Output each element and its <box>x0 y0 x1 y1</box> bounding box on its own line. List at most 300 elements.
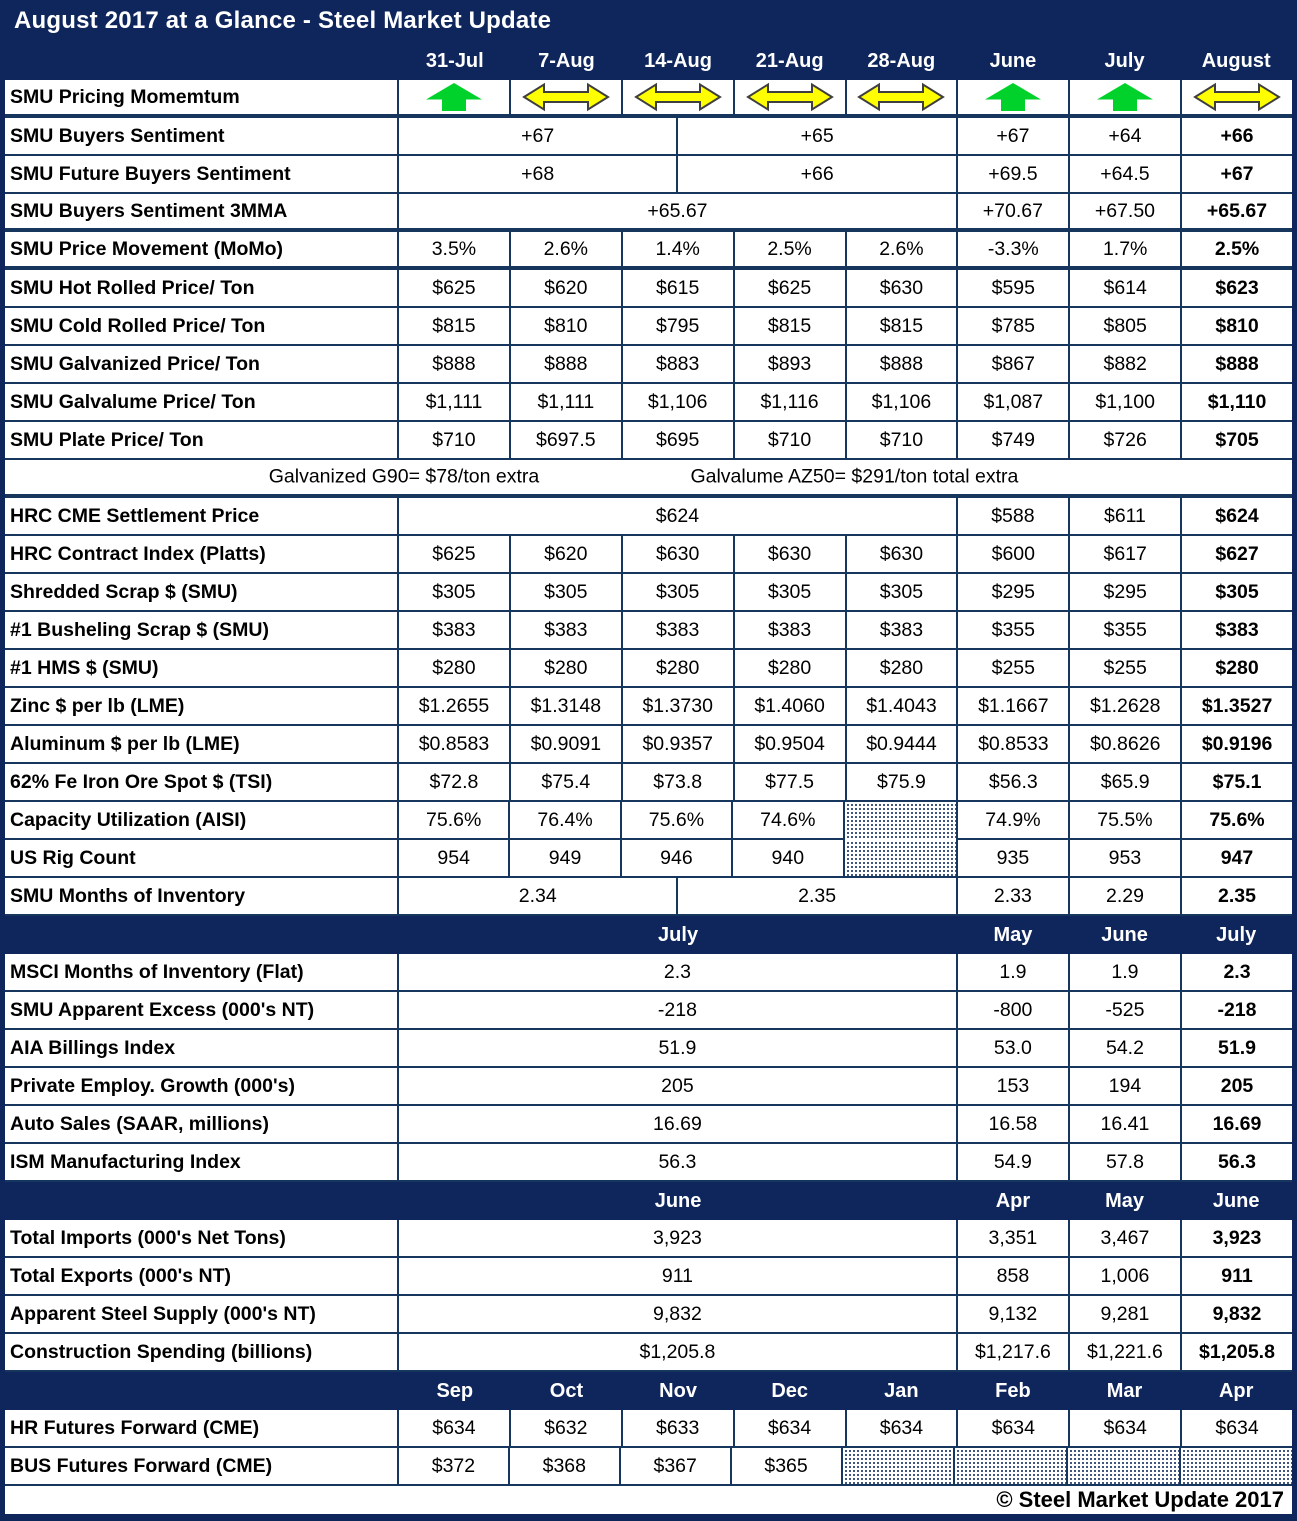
momentum-cell <box>958 80 1070 118</box>
table-cell: -218 <box>1182 992 1292 1030</box>
table-cell: 75.6% <box>622 802 733 840</box>
table-cell: $810 <box>511 308 623 346</box>
column-header: June <box>989 49 1037 72</box>
row-label: 62% Fe Iron Ore Spot $ (TSI) <box>5 764 399 802</box>
table-row-msci-inventory <box>5 954 1292 992</box>
table-cell: 75.6% <box>1182 802 1292 840</box>
column-header: 31-Jul <box>425 49 484 72</box>
table-cell: $1,111 <box>399 384 511 422</box>
table-cell: $815 <box>735 308 847 346</box>
table-cell: 2.33 <box>958 878 1070 916</box>
table-cell: $634 <box>958 1410 1070 1448</box>
na-hatch-cell <box>845 840 958 878</box>
table-cell: $805 <box>1070 308 1182 346</box>
table-cell: 16.58 <box>958 1106 1070 1144</box>
table-cell: 949 <box>510 840 621 878</box>
table-cell: +64.5 <box>1070 156 1182 194</box>
month-values <box>958 1296 1292 1334</box>
row-label: #1 HMS $ (SMU) <box>5 650 399 688</box>
header-spacer <box>5 42 399 80</box>
table-row-steel-supply <box>5 1296 1292 1334</box>
table-cell: $295 <box>1070 574 1182 612</box>
row-label: SMU Buyers Sentiment 3MMA <box>5 194 399 232</box>
momentum-cell <box>399 80 511 118</box>
table-cell: +67.50 <box>1070 194 1182 232</box>
table-cell: $56.3 <box>958 764 1070 802</box>
week-values <box>399 840 845 878</box>
row-label: Apparent Steel Supply (000's NT) <box>5 1296 399 1334</box>
table-cell: 1.9 <box>958 954 1070 992</box>
title-bar <box>5 0 1292 42</box>
copyright-footer <box>5 1486 1292 1514</box>
row-values <box>399 346 1292 384</box>
row-label: HRC CME Settlement Price <box>5 498 399 536</box>
table-cell: $623 <box>1182 270 1292 308</box>
table-cell: $1,106 <box>847 384 959 422</box>
band-spacer <box>5 916 399 954</box>
table-row-aia-billings <box>5 1030 1292 1068</box>
na-hatch-cell <box>1181 1448 1292 1486</box>
band-month-label: Apr <box>995 1189 1031 1212</box>
row-label: Construction Spending (billions) <box>5 1334 399 1372</box>
table-cell: +69.5 <box>958 156 1070 194</box>
table-cell: $75.4 <box>511 764 623 802</box>
column-header-row <box>5 42 1292 80</box>
table-cell: $1,106 <box>623 384 735 422</box>
table-row-plate <box>5 422 1292 460</box>
month-band-row-2 <box>5 1182 1292 1220</box>
momentum-cell <box>847 80 959 118</box>
table-cell: $705 <box>1182 422 1292 460</box>
table-cell: $1.3527 <box>1182 688 1292 726</box>
month-values <box>958 1106 1292 1144</box>
table-cell: $624 <box>1182 498 1292 536</box>
table-cell: 74.6% <box>733 802 844 840</box>
band-month-labels <box>957 1182 1292 1220</box>
table-cell: $634 <box>1182 1410 1292 1448</box>
column-header: 21-Aug <box>755 49 824 72</box>
table-cell: 947 <box>1182 840 1292 878</box>
table-cell: 75.5% <box>1070 802 1182 840</box>
merged-week-cell: 56.3 <box>399 1144 958 1182</box>
table-cell: $1,111 <box>511 384 623 422</box>
table-cell: 3.5% <box>399 232 511 270</box>
table-cell: 940 <box>733 840 844 878</box>
table-cell: $1.2628 <box>1070 688 1182 726</box>
momentum-cell <box>1070 80 1182 118</box>
month-values <box>958 992 1292 1030</box>
table-cell: $355 <box>1070 612 1182 650</box>
band-spacer <box>5 1372 399 1410</box>
row-label: SMU Buyers Sentiment <box>5 118 399 156</box>
table-cell: 194 <box>1070 1068 1182 1106</box>
table-cell: $280 <box>735 650 847 688</box>
table-cell: 3,351 <box>958 1220 1070 1258</box>
table-cell: $280 <box>623 650 735 688</box>
table-cell: $305 <box>623 574 735 612</box>
table-cell: $634 <box>1070 1410 1182 1448</box>
table-cell: $383 <box>399 612 511 650</box>
table-cell: $255 <box>958 650 1070 688</box>
table-cell: +65 <box>800 124 834 147</box>
merged-week-cell: 205 <box>399 1068 958 1106</box>
table-cell: $1.3148 <box>511 688 623 726</box>
table-cell: $255 <box>1070 650 1182 688</box>
table-cell: $815 <box>847 308 959 346</box>
row-values <box>399 726 1292 764</box>
table-cell: 858 <box>958 1258 1070 1296</box>
table-cell: $627 <box>1182 536 1292 574</box>
page-title: August 2017 at a Glance - Steel Market Update <box>14 7 552 34</box>
week-values <box>399 802 845 840</box>
table-cell: +64 <box>1070 118 1182 156</box>
row-label: SMU Months of Inventory <box>5 878 399 916</box>
table-cell: $305 <box>847 574 959 612</box>
table-cell: $634 <box>847 1410 959 1448</box>
sideways-arrow-icon <box>1193 82 1281 112</box>
table-cell: $815 <box>399 308 511 346</box>
row-label: SMU Cold Rolled Price/ Ton <box>5 308 399 346</box>
table-row-capacity-utilization <box>5 802 1292 840</box>
month-values <box>958 118 1292 156</box>
merged-week-cells <box>399 878 958 916</box>
row-label: #1 Busheling Scrap $ (SMU) <box>5 612 399 650</box>
table-cell: $0.9504 <box>735 726 847 764</box>
row-label: SMU Price Movement (MoMo) <box>5 232 399 270</box>
table-cell: $1,087 <box>958 384 1070 422</box>
month-values <box>958 1030 1292 1068</box>
table-cell: +67 <box>399 118 678 154</box>
table-cell: $383 <box>847 612 959 650</box>
band-spacer <box>5 1182 399 1220</box>
row-values <box>399 1448 843 1486</box>
table-row-apparent-excess <box>5 992 1292 1030</box>
table-row-busheling-scrap <box>5 612 1292 650</box>
month-values <box>958 1334 1292 1372</box>
table-row-pricing-momentum <box>5 80 1292 118</box>
table-cell: 3,923 <box>1182 1220 1292 1258</box>
table-cell: $630 <box>735 536 847 574</box>
table-cell: $630 <box>623 536 735 574</box>
month-band-row-1 <box>5 916 1292 954</box>
column-header: August <box>1201 49 1271 72</box>
table-cell: 9,281 <box>1070 1296 1182 1334</box>
band-month-label: May <box>1105 1189 1145 1212</box>
table-cell: 76.4% <box>510 802 621 840</box>
galvalume-extra-note: Galvalume AZ50= $291/ton total extra <box>690 465 1019 488</box>
table-row-galvanized <box>5 346 1292 384</box>
sideways-arrow-icon <box>522 82 610 112</box>
table-row-cold-rolled <box>5 308 1292 346</box>
table-cell: $383 <box>511 612 623 650</box>
table-cell: $65.9 <box>1070 764 1182 802</box>
month-values <box>958 1258 1292 1296</box>
month-values <box>958 1144 1292 1182</box>
merged-week-cell: $1,205.8 <box>399 1334 958 1372</box>
row-values <box>399 384 1292 422</box>
row-values <box>399 308 1292 346</box>
band-month-label: Mar <box>1106 1379 1143 1402</box>
table-cell: 56.3 <box>1182 1144 1292 1182</box>
merged-week-cell: 16.69 <box>399 1106 958 1144</box>
merged-week-cell: -218 <box>399 992 958 1030</box>
row-label: Zinc $ per lb (LME) <box>5 688 399 726</box>
table-cell: 1,006 <box>1070 1258 1182 1296</box>
column-header: 7-Aug <box>538 49 595 72</box>
month-values <box>958 498 1292 536</box>
table-row-auto-sales <box>5 1106 1292 1144</box>
table-cell: 2.35 <box>798 884 837 907</box>
table-cell: $295 <box>958 574 1070 612</box>
table-cell: 2.6% <box>847 232 959 270</box>
table-row-construction-spending <box>5 1334 1292 1372</box>
table-cell: $625 <box>399 536 511 574</box>
table-cell: $634 <box>735 1410 847 1448</box>
month-values <box>958 954 1292 992</box>
momentum-cell <box>1182 80 1292 118</box>
table-cell: $280 <box>511 650 623 688</box>
up-arrow-icon <box>424 82 484 112</box>
table-row-extras-note <box>5 460 1292 498</box>
table-cell: $620 <box>511 270 623 308</box>
momentum-cell <box>511 80 623 118</box>
table-cell: -525 <box>1070 992 1182 1030</box>
table-cell: $726 <box>1070 422 1182 460</box>
table-cell: $372 <box>399 1448 510 1486</box>
table-cell: 1.9 <box>1070 954 1182 992</box>
row-label: SMU Galvanized Price/ Ton <box>5 346 399 384</box>
band-month-labels <box>957 916 1292 954</box>
row-label: SMU Plate Price/ Ton <box>5 422 399 460</box>
table-row-total-exports <box>5 1258 1292 1296</box>
table-cell: $383 <box>1182 612 1292 650</box>
table-cell: $630 <box>847 536 959 574</box>
month-values <box>958 1220 1292 1258</box>
table-cell: 16.69 <box>1182 1106 1292 1144</box>
table-cell: 51.9 <box>1182 1030 1292 1068</box>
row-label: ISM Manufacturing Index <box>5 1144 399 1182</box>
table-row-hms <box>5 650 1292 688</box>
row-label: MSCI Months of Inventory (Flat) <box>5 954 399 992</box>
merged-week-cell: 3,923 <box>399 1220 958 1258</box>
sideways-arrow-icon <box>746 82 834 112</box>
table-cell: $588 <box>958 498 1070 536</box>
table-row-aluminum <box>5 726 1292 764</box>
table-cell: -3.3% <box>958 232 1070 270</box>
table-row-hr-futures <box>5 1410 1292 1448</box>
table-cell: $810 <box>1182 308 1292 346</box>
table-cell: 57.8 <box>1070 1144 1182 1182</box>
table-cell: 946 <box>622 840 733 878</box>
table-cell: $710 <box>735 422 847 460</box>
momentum-cell <box>623 80 735 118</box>
table-cell: 953 <box>1070 840 1182 878</box>
table-row-hot-rolled <box>5 270 1292 308</box>
table-cell: $795 <box>623 308 735 346</box>
table-cell: $368 <box>510 1448 621 1486</box>
table-cell: 205 <box>1182 1068 1292 1106</box>
merged-week-cells <box>399 118 958 156</box>
table-cell: $0.9091 <box>511 726 623 764</box>
column-headers <box>399 42 1292 80</box>
row-values <box>399 232 1292 270</box>
table-row-ism-index <box>5 1144 1292 1182</box>
row-label: Auto Sales (SAAR, millions) <box>5 1106 399 1144</box>
merged-week-cell: 911 <box>399 1258 958 1296</box>
table-cell: $1.4060 <box>735 688 847 726</box>
table-row-bus-futures <box>5 1448 1292 1486</box>
table-cell: $633 <box>623 1410 735 1448</box>
band-month-label: Feb <box>995 1379 1031 1402</box>
table-cell: $1,100 <box>1070 384 1182 422</box>
table-cell: $615 <box>623 270 735 308</box>
table-cell: $617 <box>1070 536 1182 574</box>
row-label: Aluminum $ per lb (LME) <box>5 726 399 764</box>
table-cell: 53.0 <box>958 1030 1070 1068</box>
table-cell: 1.7% <box>1070 232 1182 270</box>
month-values <box>958 878 1292 916</box>
merged-week-cells <box>399 156 958 194</box>
band-month-label: June <box>1101 923 1148 946</box>
table-cell: +67 <box>1182 156 1292 194</box>
table-cell: 54.2 <box>1070 1030 1182 1068</box>
row-label: Total Imports (000's Net Tons) <box>5 1220 399 1258</box>
row-label: SMU Hot Rolled Price/ Ton <box>5 270 399 308</box>
table-cell: $1,217.6 <box>958 1334 1070 1372</box>
month-values <box>958 802 1292 840</box>
table-cell: $1,205.8 <box>1182 1334 1292 1372</box>
table-cell: $305 <box>511 574 623 612</box>
merged-week-cell: 51.9 <box>399 1030 958 1068</box>
table-cell: 2.29 <box>1070 878 1182 916</box>
table-cell: -800 <box>958 992 1070 1030</box>
table-cell: $749 <box>958 422 1070 460</box>
table-row-sentiment-3mma <box>5 194 1292 232</box>
table-cell: 9,132 <box>958 1296 1070 1334</box>
table-cell: $383 <box>735 612 847 650</box>
table-cell: $0.8583 <box>399 726 511 764</box>
table-row-rig-count <box>5 840 1292 878</box>
table-cell: +65.67 <box>1182 194 1292 232</box>
table-row-hrc-cme <box>5 498 1292 536</box>
table-cell: +70.67 <box>958 194 1070 232</box>
band-month-label: Dec <box>771 1379 809 1402</box>
band-month-label: June <box>1212 1189 1260 1212</box>
table-cell: $73.8 <box>623 764 735 802</box>
futures-month-band-row <box>5 1372 1292 1410</box>
table-row-iron-ore <box>5 764 1292 802</box>
table-cell: +68 <box>399 156 678 192</box>
month-values <box>958 1068 1292 1106</box>
table-cell: $305 <box>399 574 511 612</box>
table-cell: $77.5 <box>735 764 847 802</box>
table-row-future-buyers-sentiment <box>5 156 1292 194</box>
table-cell: $697.5 <box>511 422 623 460</box>
table-cell: $305 <box>735 574 847 612</box>
column-header: 14-Aug <box>644 49 712 72</box>
table-cell: 2.5% <box>735 232 847 270</box>
table-cell: 2.35 <box>1182 878 1292 916</box>
table-cell: $1,110 <box>1182 384 1292 422</box>
table-cell: 16.41 <box>1070 1106 1182 1144</box>
row-values <box>399 536 1292 574</box>
table-cell: $632 <box>511 1410 623 1448</box>
table-cell: $888 <box>1182 346 1292 384</box>
month-values <box>958 840 1292 878</box>
row-values <box>399 612 1292 650</box>
table-cell: 74.9% <box>958 802 1070 840</box>
table-cell: $600 <box>958 536 1070 574</box>
column-header: July <box>1104 49 1145 72</box>
table-cell: $383 <box>623 612 735 650</box>
table-cell: $888 <box>847 346 959 384</box>
band-month-label: Jan <box>884 1379 919 1402</box>
band-month-label: Apr <box>1218 1379 1254 1402</box>
row-label: SMU Pricing Momemtum <box>5 80 399 118</box>
note-cell <box>5 460 1292 498</box>
table-cell: $634 <box>399 1410 511 1448</box>
table-cell: $280 <box>847 650 959 688</box>
table-cell: $710 <box>847 422 959 460</box>
table-cell: 1.4% <box>623 232 735 270</box>
month-values <box>958 194 1292 232</box>
row-values <box>399 574 1292 612</box>
band-month-label: Oct <box>549 1379 584 1402</box>
merged-week-cell: 9,832 <box>399 1296 958 1334</box>
table-cell: $280 <box>1182 650 1292 688</box>
row-label: AIA Billings Index <box>5 1030 399 1068</box>
row-values <box>399 764 1292 802</box>
table-cell: +66 <box>1182 118 1292 156</box>
table-cell: $72.8 <box>399 764 511 802</box>
table-cell: 9,832 <box>1182 1296 1292 1334</box>
table-cell: $695 <box>623 422 735 460</box>
sideways-arrow-icon <box>857 82 945 112</box>
row-values <box>399 1410 1292 1448</box>
merged-week-cell: +65.67 <box>399 194 958 232</box>
table-cell: $893 <box>735 346 847 384</box>
table-cell: $625 <box>735 270 847 308</box>
table-cell: 911 <box>1182 1258 1292 1296</box>
table-cell: $0.8533 <box>958 726 1070 764</box>
band-month-label: Sep <box>436 1379 474 1402</box>
table-cell: $888 <box>399 346 511 384</box>
table-cell: 2.6% <box>511 232 623 270</box>
band-month-labels <box>399 1372 1292 1410</box>
table-cell: 2.34 <box>399 878 678 914</box>
column-header: 28-Aug <box>867 49 936 72</box>
table-cell: $0.9357 <box>623 726 735 764</box>
row-label: US Rig Count <box>5 840 399 878</box>
table-cell: $1.1667 <box>958 688 1070 726</box>
up-arrow-icon <box>1095 82 1155 112</box>
table-cell: $0.9444 <box>847 726 959 764</box>
row-values <box>399 650 1292 688</box>
row-label: HRC Contract Index (Platts) <box>5 536 399 574</box>
table-cell: $367 <box>621 1448 732 1486</box>
merged-week-cell: $624 <box>399 498 958 536</box>
table-cell: $785 <box>958 308 1070 346</box>
table-row-employ-growth <box>5 1068 1292 1106</box>
table-row-shredded-scrap <box>5 574 1292 612</box>
table-cell: $75.9 <box>847 764 959 802</box>
band-week-label: June <box>654 1189 702 1212</box>
table-cell: $355 <box>958 612 1070 650</box>
table-cell: $1.3730 <box>623 688 735 726</box>
band-week-label: July <box>658 923 699 946</box>
table-cell: +66 <box>800 162 834 185</box>
table-cell: 3,467 <box>1070 1220 1182 1258</box>
